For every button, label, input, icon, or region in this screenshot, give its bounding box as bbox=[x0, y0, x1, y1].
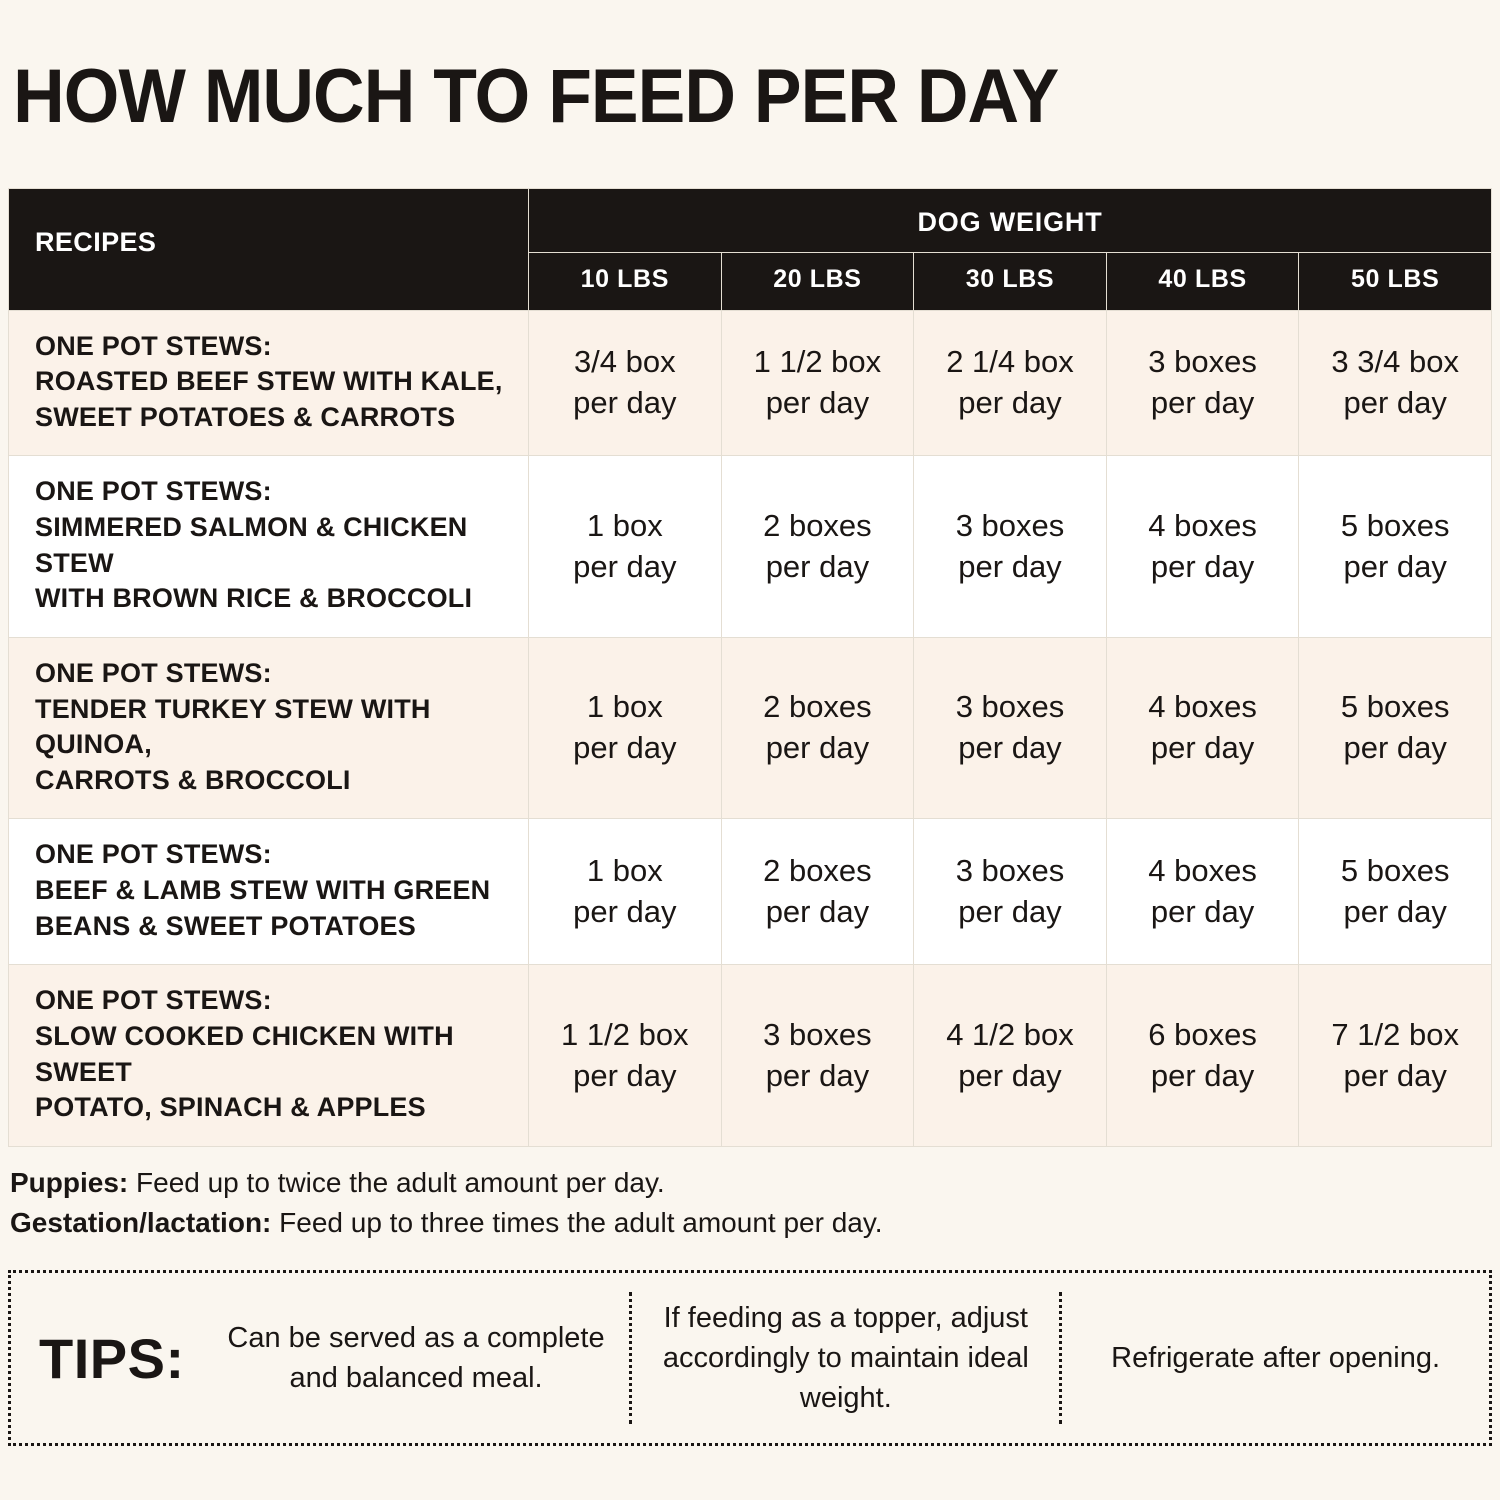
amount-unit: per day bbox=[1150, 548, 1255, 584]
amount-qty: 1 1/2 box bbox=[753, 344, 882, 380]
amount-unit: per day bbox=[1343, 385, 1447, 421]
table-row bbox=[9, 965, 1492, 1147]
amount-qty: 2 boxes bbox=[763, 853, 872, 889]
note-puppies bbox=[10, 1163, 1500, 1204]
recipe-name-cell bbox=[9, 819, 529, 965]
recipe-line-1: ONE POT STEWS: bbox=[35, 476, 272, 507]
recipe-line-2: TENDER TURKEY STEW WITH QUINOA, bbox=[35, 693, 431, 760]
amount-unit: per day bbox=[573, 1057, 677, 1093]
amount-unit: per day bbox=[958, 548, 1062, 584]
amount-cell bbox=[529, 310, 722, 456]
note-gestation bbox=[10, 1203, 1500, 1244]
amount-unit: per day bbox=[573, 893, 677, 929]
recipe-line-2: BEEF & LAMB STEW WITH GREEN bbox=[35, 875, 491, 906]
amount-qty: 1 box bbox=[586, 507, 663, 543]
amount-cell bbox=[529, 637, 722, 819]
amount-unit: per day bbox=[1343, 1057, 1447, 1093]
recipe-line-1: ONE POT STEWS: bbox=[35, 657, 272, 688]
amount-qty: 2 boxes bbox=[763, 507, 872, 543]
column-header-30lbs: 30 LBS bbox=[914, 252, 1107, 310]
amount-qty: 5 boxes bbox=[1340, 507, 1450, 543]
amount-unit: per day bbox=[573, 385, 677, 421]
recipe-line-2: SLOW COOKED CHICKEN WITH SWEET bbox=[35, 1020, 454, 1087]
amount-unit: per day bbox=[765, 548, 870, 584]
amount-cell bbox=[914, 637, 1107, 819]
amount-cell bbox=[529, 819, 722, 965]
table-body bbox=[9, 310, 1492, 1146]
amount-qty: 5 boxes bbox=[1340, 689, 1450, 725]
amount-cell bbox=[1299, 965, 1492, 1147]
amount-cell bbox=[914, 819, 1107, 965]
note-puppies-text: Feed up to twice the adult amount per day. bbox=[128, 1166, 665, 1198]
amount-qty: 4 boxes bbox=[1148, 507, 1257, 543]
column-header-recipes: RECIPES bbox=[9, 188, 529, 310]
recipe-line-1: ONE POT STEWS: bbox=[35, 839, 272, 870]
amount-unit: per day bbox=[958, 385, 1062, 421]
amount-unit: per day bbox=[1150, 385, 1255, 421]
amount-cell bbox=[1299, 819, 1492, 965]
note-puppies-label: Puppies: bbox=[10, 1166, 129, 1198]
amount-unit: per day bbox=[1150, 893, 1255, 929]
amount-cell bbox=[1106, 819, 1299, 965]
amount-qty: 5 boxes bbox=[1340, 853, 1450, 889]
amount-unit: per day bbox=[765, 1057, 870, 1093]
amount-unit: per day bbox=[765, 730, 870, 766]
tip-item: Can be served as a complete and balanced meal. bbox=[227, 1322, 605, 1395]
amount-unit: per day bbox=[958, 893, 1062, 929]
amount-qty: 3/4 box bbox=[573, 344, 676, 380]
table-header bbox=[9, 188, 1492, 310]
amount-cell bbox=[1299, 637, 1492, 819]
amount-cell bbox=[1106, 637, 1299, 819]
amount-unit: per day bbox=[1343, 730, 1447, 766]
amount-cell bbox=[721, 456, 914, 638]
table-row bbox=[9, 637, 1492, 819]
amount-unit: per day bbox=[765, 893, 870, 929]
amount-qty: 3 boxes bbox=[763, 1016, 872, 1052]
amount-cell bbox=[1299, 310, 1492, 456]
amount-cell bbox=[914, 456, 1107, 638]
amount-unit: per day bbox=[1150, 1057, 1255, 1093]
recipe-line-3: BEANS & SWEET POTATOES bbox=[35, 910, 416, 941]
recipe-line-2: SIMMERED SALMON & CHICKEN STEW bbox=[35, 512, 468, 578]
amount-unit: per day bbox=[958, 730, 1062, 766]
tips-box bbox=[8, 1270, 1492, 1446]
recipe-line-3: CARROTS & BROCCOLI bbox=[35, 764, 351, 795]
amount-cell bbox=[1106, 310, 1299, 456]
amount-unit: per day bbox=[1150, 730, 1255, 766]
amount-qty: 3 boxes bbox=[955, 689, 1065, 725]
amount-unit: per day bbox=[958, 1057, 1062, 1093]
amount-qty: 4 1/2 box bbox=[946, 1016, 1074, 1052]
amount-qty: 1 box bbox=[586, 689, 663, 725]
amount-cell bbox=[721, 819, 914, 965]
amount-unit: per day bbox=[1343, 548, 1447, 584]
amount-cell bbox=[914, 310, 1107, 456]
amount-cell bbox=[721, 637, 914, 819]
amount-cell bbox=[721, 310, 914, 456]
amount-qty: 4 boxes bbox=[1148, 853, 1257, 889]
amount-unit: per day bbox=[1343, 893, 1447, 929]
table-header-row-1 bbox=[9, 188, 1492, 252]
amount-qty: 1 1/2 box bbox=[561, 1016, 689, 1052]
column-group-header-dog-weight: DOG WEIGHT bbox=[529, 188, 1492, 252]
feeding-table-container bbox=[0, 188, 1500, 1147]
amount-unit: per day bbox=[573, 730, 677, 766]
recipe-line-1: ONE POT STEWS: bbox=[35, 985, 272, 1016]
table-row bbox=[9, 456, 1492, 638]
recipe-line-3: POTATO, SPINACH & APPLES bbox=[35, 1092, 426, 1123]
recipe-name-cell bbox=[9, 456, 529, 638]
amount-unit: per day bbox=[765, 385, 870, 421]
amount-cell bbox=[529, 456, 722, 638]
recipe-name-cell bbox=[9, 310, 529, 456]
amount-unit: per day bbox=[573, 548, 677, 584]
tips-label: TIPS: bbox=[39, 1326, 185, 1390]
amount-qty: 1 box bbox=[586, 853, 663, 889]
amount-cell bbox=[1299, 456, 1492, 638]
amount-qty: 3 boxes bbox=[955, 507, 1065, 543]
recipe-line-3: WITH BROWN RICE & BROCCOLI bbox=[35, 583, 473, 614]
amount-cell bbox=[1106, 456, 1299, 638]
feeding-notes bbox=[0, 1147, 1500, 1244]
column-header-20lbs: 20 LBS bbox=[721, 252, 914, 310]
amount-cell bbox=[914, 965, 1107, 1147]
tip-item: If feeding as a topper, adjust accordingly to maintain ideal weight. bbox=[629, 1292, 1059, 1424]
recipe-name-cell bbox=[9, 965, 529, 1147]
recipe-name-cell bbox=[9, 637, 529, 819]
amount-qty: 3 3/4 box bbox=[1331, 344, 1459, 380]
amount-cell bbox=[721, 965, 914, 1147]
amount-qty: 3 boxes bbox=[955, 853, 1065, 889]
amount-cell bbox=[1106, 965, 1299, 1147]
recipe-line-2: ROASTED BEEF STEW WITH KALE, bbox=[35, 366, 503, 397]
note-gestation-label: Gestation/lactation: bbox=[10, 1207, 272, 1239]
column-header-10lbs: 10 LBS bbox=[529, 252, 722, 310]
amount-qty: 2 1/4 box bbox=[946, 344, 1074, 380]
recipe-line-1: ONE POT STEWS: bbox=[35, 330, 272, 361]
amount-qty: 7 1/2 box bbox=[1331, 1016, 1459, 1052]
page-title: HOW MUCH TO FEED PER DAY bbox=[13, 53, 1059, 139]
table-row bbox=[9, 819, 1492, 965]
note-gestation-text: Feed up to three times the adult amount per day. bbox=[271, 1207, 883, 1239]
feeding-table bbox=[8, 188, 1492, 1147]
amount-qty: 3 boxes bbox=[1148, 344, 1257, 380]
tip-item: Refrigerate after opening. bbox=[1059, 1292, 1489, 1424]
column-header-50lbs: 50 LBS bbox=[1299, 252, 1492, 310]
amount-qty: 4 boxes bbox=[1148, 689, 1257, 725]
amount-cell bbox=[529, 965, 722, 1147]
column-header-40lbs: 40 LBS bbox=[1106, 252, 1299, 310]
amount-qty: 2 boxes bbox=[763, 689, 872, 725]
table-row bbox=[9, 310, 1492, 456]
recipe-line-3: SWEET POTATOES & CARROTS bbox=[35, 401, 456, 432]
amount-qty: 6 boxes bbox=[1148, 1016, 1257, 1052]
